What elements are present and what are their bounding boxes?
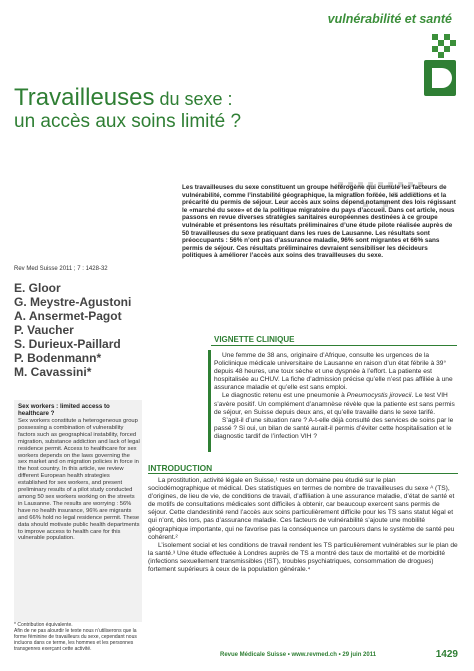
vignette-accent-bar xyxy=(208,350,211,452)
vignette-rule xyxy=(211,345,457,346)
intro-paragraph: L’isolement social et les conditions de travail rendent les TS particulièrement vulnérables sur le plan de la santé.³ Une étude effectuée à Londres auprès de TS a montré des taux de mortalité et de morbidité (infections sexuellement transmissibles (IST), troubles psychiatriques, consommation de drogues) fortement supérieurs à ceux de la population générale.⁴ xyxy=(148,541,458,574)
english-abstract-body: Sex workers constitute a heterogeneous group possessing a combination of vulnerability factors such as geographical instability, forced migration, substance addiction and lack of legal residence permit. Access to healthcare for sex workers depends on the laws governing the sex market and on migration policies in force in the host country. In this article, we review different European health strategies established for sex workers, and present preliminary results of a pilot study conducted among 50 sex workers working on the streets in Lausanne. The results are worrying : 56% have no health insurance, 96% are migrants and 66% hold no legal residence permit. These data should motivate public health departments to improve access to health care for this vulnerable population. xyxy=(18,418,140,542)
journal-logo xyxy=(418,34,460,100)
page-number: 1429 xyxy=(435,649,458,660)
vignette-body xyxy=(214,352,456,441)
lead-abstract: Les travailleuses du sexe constituent un groupe hétérogène qui cumule les facteurs de vulnérabilité, comme l’instabilité géographique, la migration forcée, les addictions et la précarité du permis de séjour. Leur accès aux soins dépend notamment des lois régissant le «marché du sexe» et de la politique migratoire du pays d’accueil. Dans cet article, nous passons en revue diverses stratégies sanitaires européennes destinées à ce groupe vulnérable et présentons les résultats préliminaires d’une étude pilote réalisée auprès de 50 travailleuses du sexe pratiquant dans les rues de Lausanne. Les résultats sont préoccupants : 56% n’ont pas d’assurance maladie, 96% sont migrantes et 66% sans permis de séjour. Ces résultats préliminaires devraient sensibiliser les décideurs politiques à améliorer l’accès aux soins des travailleuses du sexe. xyxy=(182,184,456,260)
vignette-paragraph xyxy=(214,392,456,416)
intro-heading: INTRODUCTION xyxy=(148,463,213,473)
vignette-text: . Le test VIH s’avère positif. Un complément d’anamnèse révèle que la patiente est sans permis de séjour, en Suisse depuis deux ans, et qu’elle travaille dans le sexe tarifé. xyxy=(214,392,455,416)
vignette-paragraph: Une femme de 38 ans, originaire d’Afrique, consulte les urgences de la Policlinique médicale universitaire de Lausanne en raison d’un état fébrile à 39° depuis 48 heures, une toux sèche et une dyspnée à l’effort. La patiente est hospitalisée au CHUV. La fiche d’admission précise qu’elle n’est pas affiliée à une assurance maladie et qu’elle est sans emploi. xyxy=(214,352,453,392)
footnotes xyxy=(14,622,142,652)
title-part1: Travailleuses xyxy=(14,84,155,111)
title-line2: un accès aux soins limité ? xyxy=(14,111,242,132)
journal-reference: Rev Med Suisse 2011 ; 7 : 1428-32 xyxy=(14,266,108,272)
author: E. Gloor xyxy=(14,281,61,295)
vignette-text: Le diagnostic retenu est une pneumonie à xyxy=(222,392,347,400)
vignette-title: VIGNETTE CLINIQUE xyxy=(214,335,295,344)
vignette-paragraph: S’agit-il d’une situation rare ? A-t-elle déjà consulté des services de soins par le passé ? Si oui, un bilan de santé aurait-il permis d’éviter cette hospitalisation et le diagnostic tardif de l’infection VIH ? xyxy=(214,416,454,440)
footnote-delta: Afin de ne pas alourdir le texte nous n’utiliserons que la forme féminine de travailleurs du sexe, cependant nous incluons dans ce terme, les hommes et les personnes transgenres exerçant cette activité. xyxy=(14,628,137,652)
author: S. Durieux-Paillard xyxy=(14,337,121,351)
author: M. Cavassini* xyxy=(14,365,92,379)
english-abstract-title: Sex workers : limited access to healthcare ? xyxy=(18,403,110,417)
footer-journal: Revue Médicale Suisse • www.revmed.ch • 29 juin 2011 xyxy=(220,652,377,658)
author: G. Meystre-Agustoni xyxy=(14,295,132,309)
intro-body xyxy=(148,477,458,574)
author: A. Ansermet-Pagot xyxy=(14,309,122,323)
intro-rule xyxy=(148,473,458,474)
footnote-star: * Contribution équivalente. xyxy=(14,622,73,628)
vignette-italic: Pneumocystis jirovecii xyxy=(346,392,412,400)
title-part2: du sexe : xyxy=(154,89,233,109)
author-list xyxy=(14,281,131,379)
section-tag: vulnérabilité et santé xyxy=(327,12,452,26)
author: P. Vaucher xyxy=(14,323,74,337)
author: P. Bodenmann* xyxy=(14,351,102,365)
intro-paragraph: La prostitution, activité légale en Suisse,¹ reste un domaine peu étudié sur le plan sociodémographique et médical. Des statistiques en termes de nombre de travailleuses du sexe ᴬ (TS), d’origines, de lieu de vie, de conditions de travail, d’affiliation à une assurance maladie, d’état de santé et de motifs de consultations médicales sont difficiles à obtenir, car beaucoup exercent sans permis de séjour. Cette clandestinité rend l’accès aux soins particulièrement difficile pour les TS sans statut légal et qui n’ont, dès lors, pas d’assurance maladie. Ces facteurs de vulnérabilité s’ajoute une mobilité géographique importante, qui ne favorise pas la conséquence un parcours dans le système de santé peu cohérent.² xyxy=(148,477,455,541)
article-title xyxy=(14,86,294,131)
